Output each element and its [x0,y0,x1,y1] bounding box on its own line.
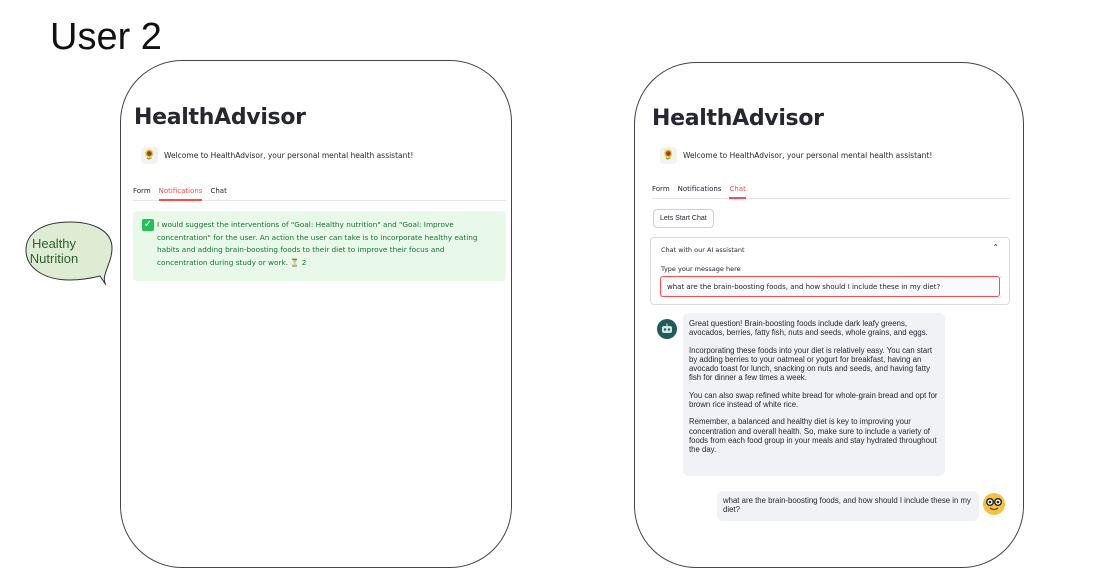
welcome-text: Welcome to HealthAdvisor, your personal mental health assistant! [164,151,414,160]
message-input[interactable] [660,276,1000,297]
lets-start-chat-button[interactable]: Lets Start Chat [653,209,714,228]
phone-notifications-screen [120,60,512,568]
tab-form[interactable]: Form [652,185,670,193]
chevron-up-icon[interactable]: ⌃ [992,243,999,252]
notification-count: 2 [301,257,307,267]
user-message-bubble: what are the brain-boosting foods, and how should I include these in my diet? [717,491,979,521]
check-mark-icon: ✓ [143,219,153,230]
nerd-face-avatar-icon [982,492,1006,516]
notification-success-box [133,211,506,281]
assistant-message-paragraph: Remember, a balanced and healthy diet is key to improving your concentration and overall health. So, make sure to include a variety of foods from each food group in your meals and stay hydrated throughout the day. [689,417,937,455]
phone-chat-screen [634,62,1024,568]
sunflower-avatar-icon: 🌻 [141,147,158,164]
tab-bar [133,187,506,201]
hourglass-icon: ⏳ [290,257,300,267]
tab-notifications[interactable]: Notifications [159,187,203,200]
tab-chat[interactable]: Chat [729,185,745,198]
notification-text: I would suggest the interventions of "Goal: Healthy nutrition" and "Goal: Improve concentration" for the user. An action the user can take is to incorporate healthy eating habits and adding brain-boosting foods to their diet to improve their focus and concentration during study or work. [157,220,478,267]
app-title: HealthAdvisor [652,106,824,131]
message-input-label: Type your message here [661,265,741,273]
assistant-message-paragraph: You can also swap refined white bread for whole-grain bread and opt for brown rice instead of white rice. [689,390,938,410]
tab-form[interactable]: Form [133,187,151,195]
tab-notifications[interactable]: Notifications [677,185,722,193]
callout-line-2: Nutrition [29,251,79,266]
assistant-message-paragraph: Incorporating these foods into your diet is relatively easy. You can start by adding berries to your oatmeal or yogurt for breakfast, having an avocado toast for lunch, snacking on nuts and seeds, and having fatty fish for dinner a few times a week. [689,345,932,383]
app-title: HealthAdvisor [134,105,306,130]
chat-expander[interactable] [650,237,1010,305]
welcome-message [141,147,413,164]
expander-label: Chat with our AI assistant [661,246,745,254]
page-title: User 2 [50,16,162,58]
tab-chat[interactable]: Chat [210,187,227,195]
robot-avatar-icon [657,319,677,339]
assistant-message-bubble [683,313,945,476]
tab-bar [652,185,1010,199]
callout-line-1: Healthy [31,236,77,251]
welcome-text: Welcome to HealthAdvisor, your personal mental health assistant! [683,151,933,160]
welcome-message [660,147,932,164]
sunflower-avatar-icon: 🌻 [660,147,677,164]
callout-text [24,236,84,266]
assistant-message-paragraph: Great question! Brain-boosting foods include dark leafy greens, avocados, berries, fatty fish, nuts and seeds, whole grains, and eggs. [689,319,928,338]
